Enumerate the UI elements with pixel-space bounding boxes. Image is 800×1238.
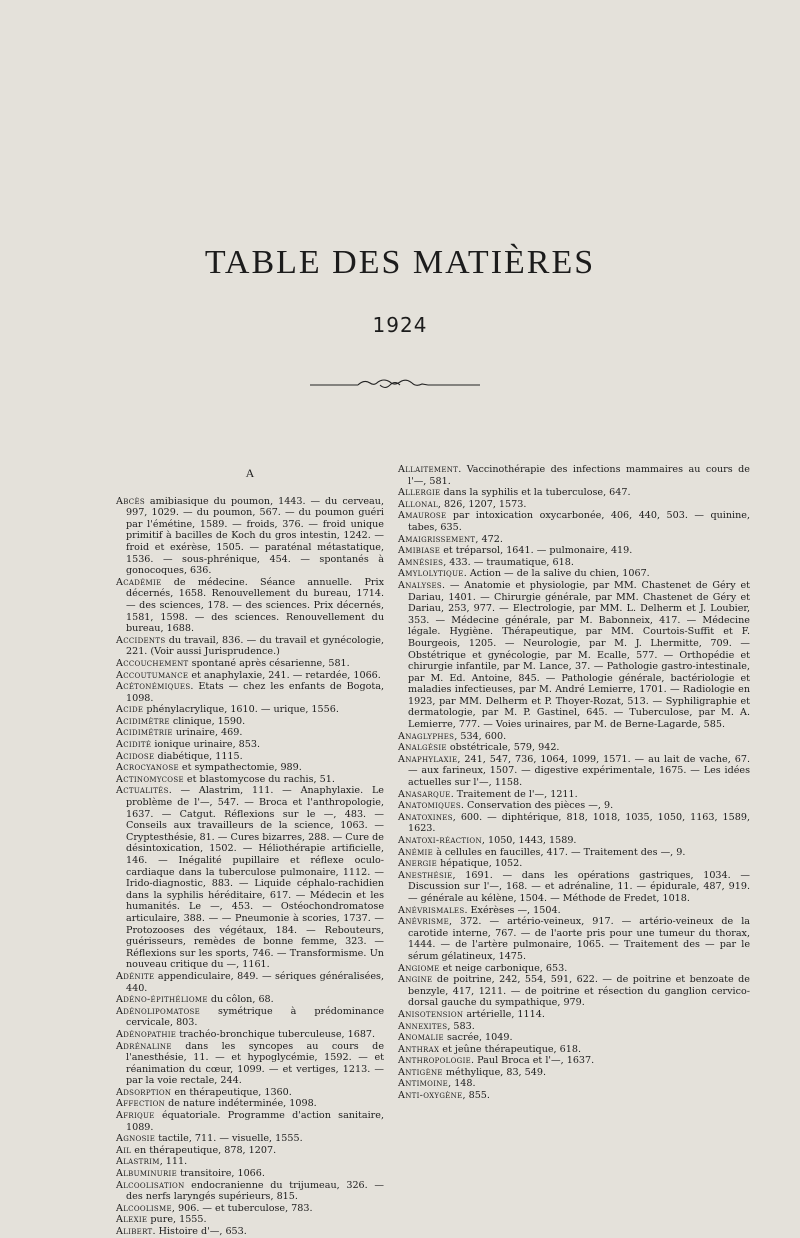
index-entry (116, 971, 384, 994)
entry-text: hépatique, 1052. (437, 858, 523, 870)
entry-text: du travail, 836. — du travail et gynécologie, 221. (Voir aussi Jurisprudence.) (126, 634, 384, 658)
index-entry (116, 1214, 384, 1226)
index-entry (116, 1226, 384, 1238)
index-entry (116, 785, 384, 971)
index-entry (116, 1168, 384, 1180)
entry-headword: Ail (116, 1144, 132, 1156)
entry-text: , 534, 600. (454, 730, 507, 742)
entry-headword: Adsorption (116, 1086, 172, 1098)
index-entry (116, 704, 384, 716)
entry-text: et blastomycose du rachis, 51. (183, 773, 335, 785)
entry-headword: Acidimétrie (116, 727, 173, 739)
index-entry (398, 1009, 750, 1021)
index-entry (116, 1110, 384, 1133)
entry-headword: Amaigrissement (398, 533, 476, 545)
index-entry (398, 858, 750, 870)
entry-headword: Académie (116, 576, 162, 588)
index-entry (398, 1090, 750, 1102)
index-entry (398, 464, 750, 487)
index-entry (116, 496, 384, 577)
index-entry (116, 1180, 384, 1203)
index-entry (116, 739, 384, 751)
entry-text: . Vaccinothérapie des infections mammaires au cours de l'—, 581. (408, 464, 750, 487)
entry-headword: Anomalie (398, 1032, 444, 1044)
entry-headword: Adénolipomatose (116, 1005, 201, 1017)
entry-headword: Anisotension (398, 1008, 464, 1020)
ornament-divider (310, 376, 480, 394)
entry-headword: Acidose (116, 750, 155, 762)
index-entry (398, 1021, 750, 1033)
index-entry (116, 1156, 384, 1168)
entry-headword: Amnésies (398, 556, 444, 568)
entry-text: , 1691. — dans les opérations gastriques, 1034. — Discussion sur l'—, 168. — et adrénaline, 11. — épidurale, 487, 919. — générale au kélène, 1504. — Méthode de Fredet, 1018. (408, 869, 750, 904)
entry-text: de nature indéterminée, 1098. (165, 1098, 317, 1110)
index-entry (398, 835, 750, 847)
index-entry (398, 847, 750, 859)
entry-headword: Alexie (116, 1214, 148, 1226)
entry-text: , 111. (159, 1156, 188, 1168)
entry-text: , 826, 1207, 1573. (437, 498, 527, 510)
entry-headword: Annexites (398, 1020, 448, 1032)
entry-headword: Adénopathie (116, 1028, 177, 1040)
index-entry (398, 1078, 750, 1090)
index-entry (116, 670, 384, 682)
entry-text: . Conservation des pièces —, 9. (460, 800, 614, 812)
entry-text: , 372. — artério-veineux, 917. — artério-veineux de la carotide interne, 767. — de l'aorte pris pour une tumeur du thorax, 1444. — de l'artère pulmonaire, 1065. — Traitement des — par le sérum gélatineux, 1475. (408, 916, 750, 962)
entry-headword: Anaglyphes (398, 730, 455, 742)
entry-headword: Affection (116, 1098, 166, 1110)
entry-headword: Amylolytique (398, 568, 464, 580)
entry-text: endocranienne du trijumeau, 326. — des nerfs laryngés supérieurs, 815. (126, 1179, 384, 1203)
entry-text: par intoxication oxycarbonée, 406, 440, 503. — quinine, tabes, 635. (408, 510, 750, 533)
index-entry (116, 762, 384, 774)
entry-headword: Anatoxi-réaction (398, 835, 482, 846)
entry-text: spontané après césarienne, 581. (188, 657, 350, 669)
index-entry (398, 916, 750, 962)
index-entry (116, 635, 384, 658)
entry-headword: Accidents (116, 634, 166, 646)
index-entry (116, 994, 384, 1006)
entry-headword: Anévrisme (398, 916, 450, 928)
entry-headword: Accoutumance (116, 669, 189, 681)
entry-headword: Analgésie (398, 742, 447, 754)
entry-headword: Allergie (398, 487, 441, 499)
entry-headword: Albuminurie (116, 1168, 178, 1180)
entry-text: , 433. — traumatique, 618. (443, 556, 574, 568)
entry-text: . Traitement de l'—, 1211. (450, 788, 578, 800)
entry-text: artérielle, 1114. (463, 1008, 545, 1020)
index-entry (398, 905, 750, 917)
index-entry (398, 870, 750, 905)
entry-text: dans les syncopes au cours de l'anesthésie, 11. — et hypoglycémie, 1592. — et réanimation du cœur, 1099. — et vertiges, 1213. — par la voie rectale, 244. (126, 1040, 384, 1087)
index-entry (398, 731, 750, 743)
entry-text: équatoriale. Programme d'action sanitaire, 1089. (126, 1110, 384, 1133)
index-entry (398, 1044, 750, 1056)
entry-headword: Anémie (398, 846, 434, 858)
entry-headword: Antimoine (398, 1078, 449, 1090)
entry-text: ionique urinaire, 853. (151, 739, 261, 751)
index-entry (398, 545, 750, 557)
entry-headword: Acrocyanose (116, 762, 179, 774)
entry-text: , 148. (448, 1078, 476, 1090)
index-entry (398, 974, 750, 1009)
entry-text: , 906. — et tuberculose, 783. (171, 1202, 313, 1214)
index-entry (398, 510, 750, 533)
index-entry (398, 1032, 750, 1044)
index-entry (116, 774, 384, 786)
entry-text: trachéo-bronchique tuberculeuse, 1687. (176, 1028, 376, 1040)
index-entry (116, 1029, 384, 1041)
entry-headword: Allaitement (398, 464, 459, 475)
entry-headword: Amibiase (398, 545, 441, 557)
entry-text: , 1050, 1443, 1589. (481, 835, 577, 846)
entry-text: transitoire, 1066. (177, 1168, 265, 1180)
entry-headword: Alibert (116, 1226, 153, 1237)
entry-headword: Adéno-épithéliome (116, 994, 208, 1006)
entry-text: . — Alastrim, 111. — Anaphylaxie. Le problème de l'—, 547. — Broca et l'anthropologie, 1637. — Catgut. Réflexions sur le —, 483. — Conseils aux travailleurs de la science, 1063. — Cryptesthésie, 81. — Cures bizarres, 288. — Cure de désintoxication, 1502. — Héliothérapie artificielle, 146. — Inégalité pupillaire et réflexe oculo-cardiaque dans la tuberculose pulmonaire, 1112. — Irido-diagnostic, 883. — Liquide céphalo-rachidien dans la syphilis héréditaire, 617. — Médecin et les humanités. Le —, 453. — Ostéochondromatose articulaire, 388. — — Pneumonie à scories, 1737. — Protozooses des végétaux, 184. — Rebouteurs, guérisseurs, remèdes de bonne femme, 323. — Réflexions sur les sports, 746. — Transformisme. Un nouveau critique du —, 1161. (126, 785, 384, 971)
entry-text: , 600. — diphtérique, 818, 1018, 1035, 1050, 1163, 1589, 1623. (408, 811, 750, 835)
entry-text: . Exérèses —, 1504. (464, 904, 561, 916)
entry-text: et sympathectomie, 989. (178, 762, 302, 774)
index-column-left (116, 462, 384, 1238)
index-entry (116, 1145, 384, 1157)
entry-headword: Anévrismales (398, 904, 465, 916)
entry-headword: Angiome (398, 962, 440, 974)
entry-text: à cellules en faucilles, 417. — Traitement des —, 9. (433, 846, 686, 858)
entry-text: clinique, 1590. (169, 715, 246, 727)
entry-text: phénylacrylique, 1610. — urique, 1556. (143, 704, 339, 716)
index-entry (398, 812, 750, 835)
entry-headword: Afrique (116, 1110, 155, 1122)
entry-headword: Anthropologie (398, 1055, 472, 1067)
entry-text: symétrique à prédominance cervicale, 803. (126, 1005, 384, 1029)
index-entry (116, 577, 384, 635)
entry-text: méthylique, 83, 549. (442, 1066, 547, 1078)
page-year: 1924 (372, 313, 428, 337)
index-entry (398, 580, 750, 731)
index-entry (116, 1006, 384, 1029)
entry-text: obstétricale, 579, 942. (446, 742, 560, 754)
entry-headword: Agnosie (116, 1133, 156, 1145)
entry-text: diabétique, 1115. (154, 750, 243, 762)
entry-headword: Amaurose (398, 510, 447, 522)
index-entry (116, 658, 384, 670)
entry-text: . Histoire d'—, 653. (152, 1226, 247, 1237)
entry-text: du côlon, 68. (207, 994, 274, 1006)
entry-headword: Adrénaline (116, 1040, 172, 1052)
entry-text: de médecine. Séance annuelle. Prix décernés, 1658. Renouvellement du bureau, 1714. — des sciences, 178. — des sciences. Prix décernés, 1581, 1598. — des sciences. Renouvellement du bureau, 1688. (126, 576, 384, 635)
entry-text: , 855. (462, 1090, 490, 1102)
entry-headword: Acide (116, 704, 144, 716)
entry-text: et tréparsol, 1641. — pulmonaire, 419. (440, 545, 633, 557)
entry-text: , 583. (447, 1020, 475, 1032)
entry-headword: Anthrax (398, 1043, 440, 1055)
entry-text: et jeûne thérapeutique, 618. (439, 1043, 582, 1055)
entry-headword: Antigène (398, 1066, 443, 1078)
entry-text: tactile, 711. — visuelle, 1555. (155, 1133, 303, 1145)
entry-headword: Anergie (398, 858, 438, 870)
entry-headword: Acidité (116, 739, 152, 751)
index-entry (398, 742, 750, 754)
index-entry (398, 754, 750, 789)
entry-headword: Anatomiques (398, 800, 461, 812)
entry-headword: Anasarque (398, 788, 451, 800)
index-entry (116, 1087, 384, 1099)
entry-headword: Alcoolisme (116, 1202, 172, 1214)
index-entry (398, 568, 750, 580)
index-entry (398, 800, 750, 812)
entry-headword: Alastrim (116, 1156, 160, 1168)
index-entry (398, 1067, 750, 1079)
entry-headword: Acétonémiques (116, 681, 191, 693)
entry-text: et anaphylaxie, 241. — retardée, 1066. (188, 669, 381, 681)
entry-text: sacrée, 1049. (443, 1032, 513, 1044)
entry-headword: Anesthésie (398, 869, 453, 881)
entry-text: , 241, 547, 736, 1064, 1099, 1571. — au lait de vache, 67. — aux farineux, 1507. — digestive expérimentale, 1675. — Les idées actuelles sur l'—, 1158. (408, 753, 750, 789)
entry-headword: Adénite (116, 970, 155, 982)
entry-text: en thérapeutique, 1360. (171, 1086, 292, 1098)
entry-text: et neige carbonique, 653. (439, 962, 568, 974)
entry-headword: Actinomycose (116, 773, 184, 785)
index-entry (398, 557, 750, 569)
index-column-right (398, 464, 750, 1102)
index-entry (116, 1098, 384, 1110)
section-letter: A (245, 466, 255, 480)
entry-text: urinaire, 469. (172, 727, 243, 739)
index-entry (116, 1133, 384, 1145)
entry-text: appendiculaire, 849. — sériques généralisées, 440. (126, 970, 384, 994)
index-entry (398, 487, 750, 499)
index-entry (116, 716, 384, 728)
entry-text: . — Anatomie et physiologie, par MM. Chastenet de Géry et Dariau, 1401. — Chirurgie générale, par MM. Chastenet de Géry et Dariau, 253, 977. — Electrologie, par MM. L. Delherm et J. Loubier, 353. — Médecine générale, par M. Babonneix, 417. — Médecine légale. Hygiène. Thérapeutique, par MM. Courtois-Suffit et F. Bourgeois, 1205. — Neurologie, par M. J. Lhermitte, 709. — Obstétrique et gynécologie, par M. Ecalle, 577. — Orthopédie et chirurgie infantile, par M. Lance, 37. — Pathologie gastro-intestinale, par M. Ed. Antoine, 845. — Pathologie générale, bactériologie et maladies infectieuses, par M. André Lemierre, 1701. — Radiologie en 1923, par MM. Delherm et P. Thoyer-Rozat, 513. — Syphiligraphie et dermatologie, par M. P. Gastinel, 645. — Tuberculose, par M. A. Lemierre, 777. — Voies urinaires, par M. de Berne-Lagarde, 585. (408, 579, 750, 731)
entry-text: en thérapeutique, 878, 1207. (131, 1144, 277, 1156)
index-entry (398, 534, 750, 546)
entry-text: . Action — de la salive du chien, 1067. (463, 568, 650, 580)
index-entry (398, 789, 750, 801)
entry-text: . Paul Broca et l'—, 1637. (471, 1055, 595, 1067)
entry-text: pure, 1555. (147, 1214, 207, 1226)
index-entry (398, 1055, 750, 1067)
entry-headword: Allonal (398, 498, 438, 510)
entry-text: , 472. (475, 533, 503, 545)
entry-headword: Analyses (398, 579, 443, 591)
entry-headword: Angine (398, 974, 433, 986)
index-entry (116, 1041, 384, 1087)
entry-text: amibiasique du poumon, 1443. — du cerveau, 997, 1029. — du poumon, 567. — du poumon guéri par l'émétine, 1589. — froids, 376. — froid unique primitif à bacilles de Koch du gros intestin, 1242. — froid et exérèse, 1505. — paraténal métastatique, 1536. — sous-phrénique, 454. — spontanés à gonocoques, 636. (126, 495, 384, 577)
index-entry (116, 727, 384, 739)
entry-headword: Abcès (116, 495, 145, 507)
entry-headword: Anatoxines (398, 811, 453, 823)
entry-text: . Etats — chez les enfants de Bogota, 1098. (126, 681, 384, 704)
entry-text: dans la syphilis et la tuberculose, 647. (440, 487, 631, 499)
page-title: TABLE DES MATIÈRES (204, 244, 596, 281)
index-entry (116, 751, 384, 763)
entry-headword: Actualités (116, 785, 169, 797)
entry-headword: Accouchement (116, 657, 189, 669)
entry-headword: Alcoolisation (116, 1179, 185, 1191)
entry-headword: Anaphylaxie (398, 753, 458, 765)
index-entry (116, 681, 384, 704)
entry-text: de poitrine, 242, 554, 591, 622. — de poitrine et benzoate de benzyle, 417, 1211. — de poitrine et résection du ganglion cervico-dorsal gauche du sympathique, 979. (408, 974, 750, 1009)
index-entry (116, 1203, 384, 1215)
index-entry (398, 963, 750, 975)
index-entry (398, 499, 750, 511)
entry-headword: Acidimètre (116, 715, 170, 727)
entry-headword: Anti-oxygène (398, 1090, 463, 1102)
